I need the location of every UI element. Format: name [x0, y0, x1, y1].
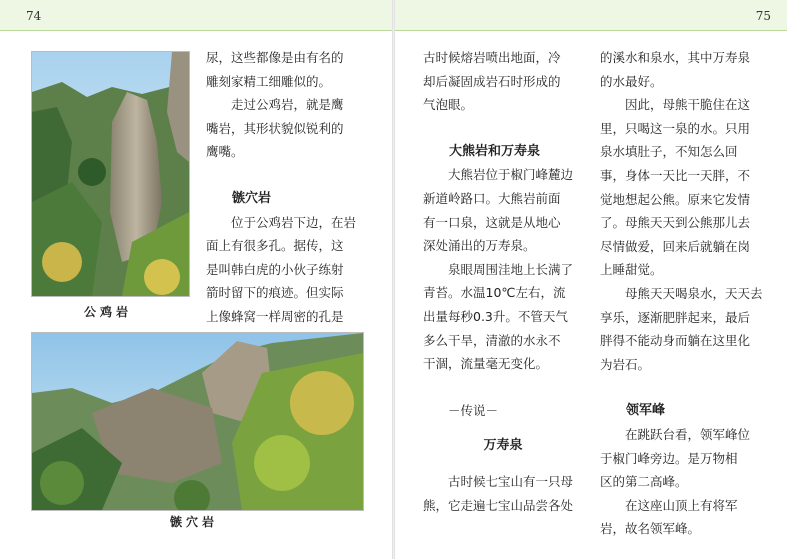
text-line: 走过公鸡岩，就是鹰 — [231, 97, 344, 113]
text-line: 觉地想起公熊。原来它发情 — [600, 191, 751, 207]
text-line: 区的第二高峰。 — [600, 474, 688, 490]
legend-heading: －传说－ — [448, 402, 499, 418]
text-line: 事，身体一天比一天胖，不 — [600, 167, 751, 183]
arrow-hole-rock-photo — [31, 332, 364, 511]
text-line: 为岩石。 — [600, 356, 651, 372]
text-line: 了。母熊天天到公熊那儿去 — [600, 215, 751, 231]
left-text-column — [206, 46, 368, 329]
section-title: 领军峰 — [626, 403, 666, 419]
right-page — [395, 0, 787, 559]
section-title: 大熊岩和万寿泉 — [449, 143, 541, 159]
text-line: 深处涌出的万寿泉。 — [423, 238, 536, 254]
section-title: 镞穴岩 — [232, 190, 272, 206]
text-line: 出量每秒0.3升。不管天气 — [423, 308, 568, 324]
rooster-rock-photo — [31, 51, 190, 297]
page-header-band — [0, 0, 392, 31]
text-line: 泉水填肚子，不知怎么回 — [600, 144, 738, 160]
text-line: 上像蜂窝一样周密的孔是 — [206, 308, 344, 324]
text-line: 箭时留下的痕迹。但实际 — [206, 285, 344, 301]
text-line: 享乐，逐渐肥胖起来，最后 — [600, 309, 751, 325]
text-line: 干涸，流量毫无变化。 — [423, 356, 549, 372]
text-line: 多么干旱，清澈的水永不 — [423, 332, 561, 348]
page-number: 75 — [755, 9, 771, 23]
text-line: 泉眼周围洼地上长满了 — [448, 261, 574, 277]
text-line: 是叫韩白虎的小伙子练射 — [206, 261, 344, 277]
text-line: 鹰嘴。 — [206, 144, 244, 160]
text-line: 气泡眼。 — [423, 97, 474, 113]
text-line: 熊，它走遍七宝山品尝各处 — [423, 497, 574, 513]
text-line: 位于公鸡岩下边，在岩 — [231, 214, 357, 230]
text-line: 古时候七宝山有一只母 — [448, 473, 574, 489]
text-line: 的溪水和泉水，其中万寿泉 — [600, 50, 751, 65]
page-header-band — [395, 0, 787, 31]
text-line: 因此，母熊干脆住在这 — [625, 97, 751, 113]
text-line: 面上有很多孔。据传，这 — [206, 238, 344, 254]
text-line: 在这座山顶上有将军 — [625, 497, 738, 513]
left-page — [0, 0, 392, 559]
text-line: 在跳跃台看，领军峰位 — [625, 426, 751, 442]
text-line: 大熊岩位于椒门峰麓边 — [448, 167, 574, 183]
text-line: 岩，故名领军峰。 — [600, 521, 701, 537]
story-title: 万寿泉 — [483, 438, 523, 454]
text-line: 上睡甜觉。 — [600, 262, 663, 278]
page-number: 74 — [26, 9, 42, 23]
text-line: 里，只喝这一泉的水。只用 — [600, 120, 751, 136]
text-line: 却后凝固成岩石时形成的 — [423, 73, 561, 89]
text-line: 的水最好。 — [600, 73, 663, 89]
text-line: 尿，这些都像是由有名的 — [206, 50, 344, 65]
text-line: 古时候熔岩喷出地面，冷 — [423, 50, 561, 65]
text-line: 母熊天天喝泉水，天天去 — [625, 285, 763, 301]
right-text-column-1 — [423, 46, 583, 517]
right-text-column-2 — [600, 46, 766, 541]
text-line: 青苔。水温10℃左右，流 — [423, 285, 566, 301]
text-line: 胖得不能动身而躺在这里化 — [600, 333, 751, 349]
text-line: 雕刻家精工细雕似的。 — [206, 73, 332, 89]
text-line: 新道岭路口。大熊岩前面 — [423, 190, 561, 206]
text-line: 嘴岩，其形状貌似锐利的 — [206, 120, 344, 136]
rooster-rock-caption: 公鸡岩 — [84, 305, 133, 319]
text-line: 尽情做爱，回来后就躺在岗 — [600, 238, 751, 254]
text-line: 于椒门峰旁边。是万物相 — [600, 450, 738, 466]
arrow-hole-rock-caption: 镞穴岩 — [170, 515, 219, 529]
text-line: 有一口泉，这就是从地心 — [423, 214, 561, 230]
